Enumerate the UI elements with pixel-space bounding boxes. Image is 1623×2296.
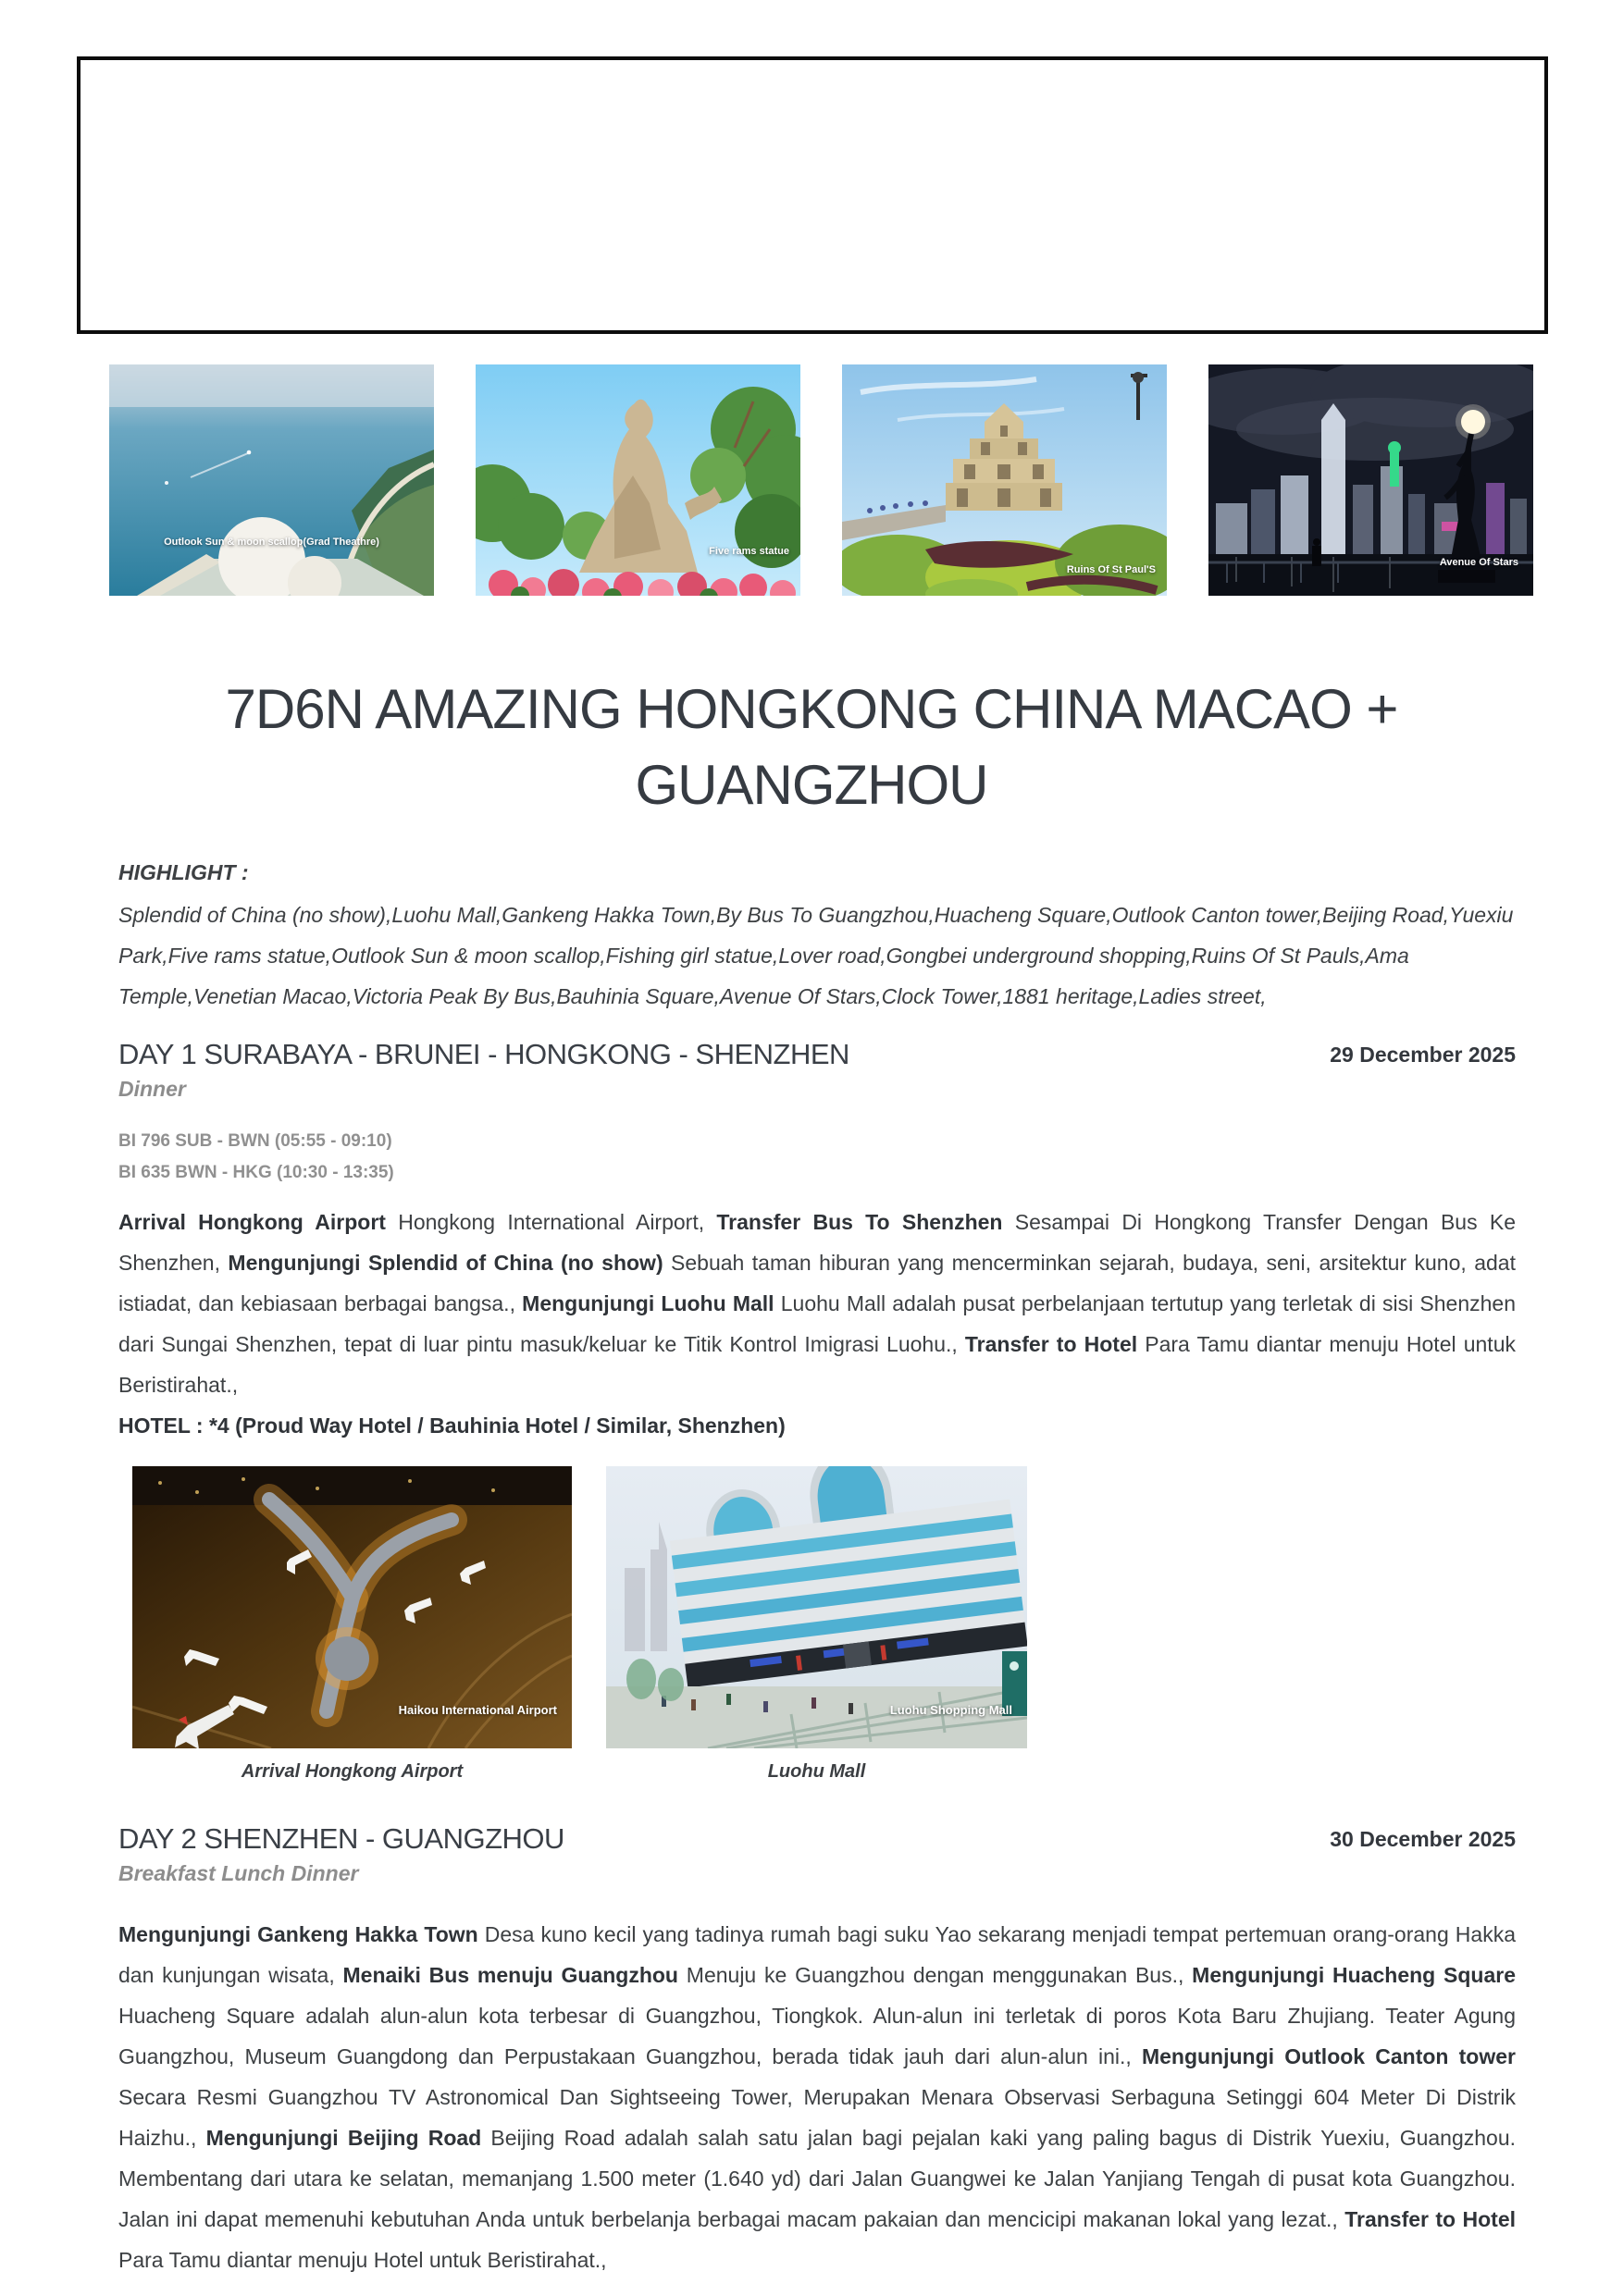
day-1-photo-row — [132, 1466, 1516, 1783]
logo-placeholder-box — [77, 56, 1548, 334]
day-1-description: Arrival Hongkong Airport Hongkong International Airport, Transfer Bus To Shenzhen Sesampai Di Hongkong Transfer Dengan Bus Ke Shenzhen, Mengunjungi Splendid of China (no show) Sebuah taman hiburan yang mencerminkan sejarah, budaya, seni, arsitektur kuno, adat istiadat, dan kebiasaan berbagai bangsa., Mengunjungi Luohu Mall Luohu Mall adalah pusat perbelanjaan tertutup yang terletak di sisi Shenzhen dari Sungai Shenzhen, tepat di luar pintu masuk/keluar ke Titik Kontrol Imigrasi Luohu., Transfer to Hotel Para Tamu diantar menuju Hotel untuk Beristirahat., — [118, 1210, 1517, 1397]
photo-watermark: Avenue Of Stars — [1439, 557, 1518, 568]
page-title-line2: GUANGZHOU — [635, 754, 988, 816]
hero-photo-ruins-of-st-pauls — [842, 364, 1167, 596]
day-1-hotel: HOTEL : *4 (Proud Way Hotel / Bauhinia Hotel / Similar, Shenzhen) — [118, 1413, 786, 1438]
day-1-flights — [118, 1126, 1516, 1189]
photo-watermark: Five rams statue — [709, 546, 789, 557]
sea-dome-theatre-illustration — [109, 364, 434, 596]
highlight-text: Splendid of China (no show),Luohu Mall,Gankeng Hakka Town,By Bus To Guangzhou,Huacheng Square,Outlook Canton tower,Beijing Road,Yuexiu Park,Five rams statue,Outlook Sun & moon scallop,Fishing girl statue,Lover road,Gongbei underground shopping,Ruins Of St Pauls,Ama Temple,Venetian Macao,Victoria Peak By Bus,Bauhinia Square,Avenue Of Stars,Clock Tower,1881 heritage,Ladies street, — [118, 903, 1514, 1008]
photo-caption: Arrival Hongkong Airport — [241, 1761, 464, 1782]
luohu-mall-photo — [606, 1466, 1027, 1748]
highlight-label: HIGHLIGHT : — [118, 860, 249, 884]
day-2-heading: DAY 2 SHENZHEN - GUANGZHOU — [118, 1822, 564, 1855]
day-2-description: Mengunjungi Gankeng Hakka Town Desa kuno kecil yang tadinya rumah bagi suku Yao sekarang menjadi tempat pertemuan orang-orang Hakka dan kunjungan wisata, Menaiki Bus menuju Guangzhou Menuju ke Guangzhou dengan menggunakan Bus., Mengunjungi Huacheng Square Huacheng Square adalah alun-alun kota terbesar di Guangzhou, Tiongkok. Alun-alun ini terletak di poros Kota Baru Zhujiang. Teater Agung Guangzhou, Museum Guangdong dan Perpustakaan Guangzhou, berada tidak jauh dari alun-alun ini., Mengunjungi Outlook Canton tower Secara Resmi Guangzhou TV Astronomical Dan Sightseeing Tower, Merupakan Menara Observasi Serbaguna Setinggi 604 Meter Di Distrik Haizhu., Mengunjungi Beijing Road Beijing Road adalah salah satu jalan bagi pejalan kaki yang paling bagus di Distrik Yuexiu, Guangzhou. Membentang dari utara ke selatan, memanjang 1.500 meter (1.640 yd) dari Jalan Guangwei ke Jalan Yanjiang Tengah di pusat kota Guangzhou. Jalan ini dapat memenuhi kebutuhan Anda untuk berbelanja berbagai macam pakaian dan mencicipi makanan lokal yang lezat., Transfer to Hotel Para Tamu diantar menuju Hotel untuk Beristirahat., — [118, 1922, 1517, 2272]
day-1-date: 29 December 2025 — [1330, 1043, 1516, 1067]
flight-segment-1: BI 796 SUB - BWN (05:55 - 09:10) — [118, 1131, 392, 1151]
photo-watermark: Haikou International Airport — [398, 1703, 557, 1717]
page-title-line1: 7D6N AMAZING HONGKONG CHINA MACAO + — [225, 678, 1398, 740]
five-rams-statue-illustration — [476, 364, 800, 596]
photo-watermark: Ruins Of St Paul'S — [1066, 564, 1156, 575]
day-1-photo-luohu-mall — [606, 1466, 1027, 1783]
hero-photo-avenue-of-stars — [1208, 364, 1533, 596]
page-title — [0, 672, 1623, 823]
photo-caption: Luohu Mall — [767, 1761, 866, 1782]
hero-photo-row — [109, 364, 1533, 596]
flight-segment-2: BI 635 BWN - HKG (10:30 - 13:35) — [118, 1163, 394, 1182]
ruins-st-pauls-illustration — [842, 364, 1167, 596]
photo-watermark: Luohu Shopping Mall — [889, 1703, 1012, 1717]
day-1-heading: DAY 1 SURABAYA - BRUNEI - HONGKONG - SHENZHEN — [118, 1038, 849, 1070]
day-2-section — [118, 1821, 1516, 2280]
content-column — [118, 860, 1516, 2280]
day-2-header — [118, 1821, 1516, 1857]
hero-photo-five-rams-statue — [476, 364, 800, 596]
airport-photo — [132, 1466, 572, 1748]
day-2-date: 30 December 2025 — [1330, 1827, 1516, 1851]
day-1-photo-airport — [132, 1466, 572, 1783]
day-1-meals: Dinner — [118, 1077, 186, 1101]
day-2-meals: Breakfast Lunch Dinner — [118, 1861, 359, 1885]
day-1-header — [118, 1037, 1516, 1072]
photo-watermark: Outlook Sun & moon scallop(Grad Theathre) — [164, 537, 379, 548]
day-1-section — [118, 1037, 1516, 1783]
hero-photo-outlook-sun-moon-scallop — [109, 364, 434, 596]
